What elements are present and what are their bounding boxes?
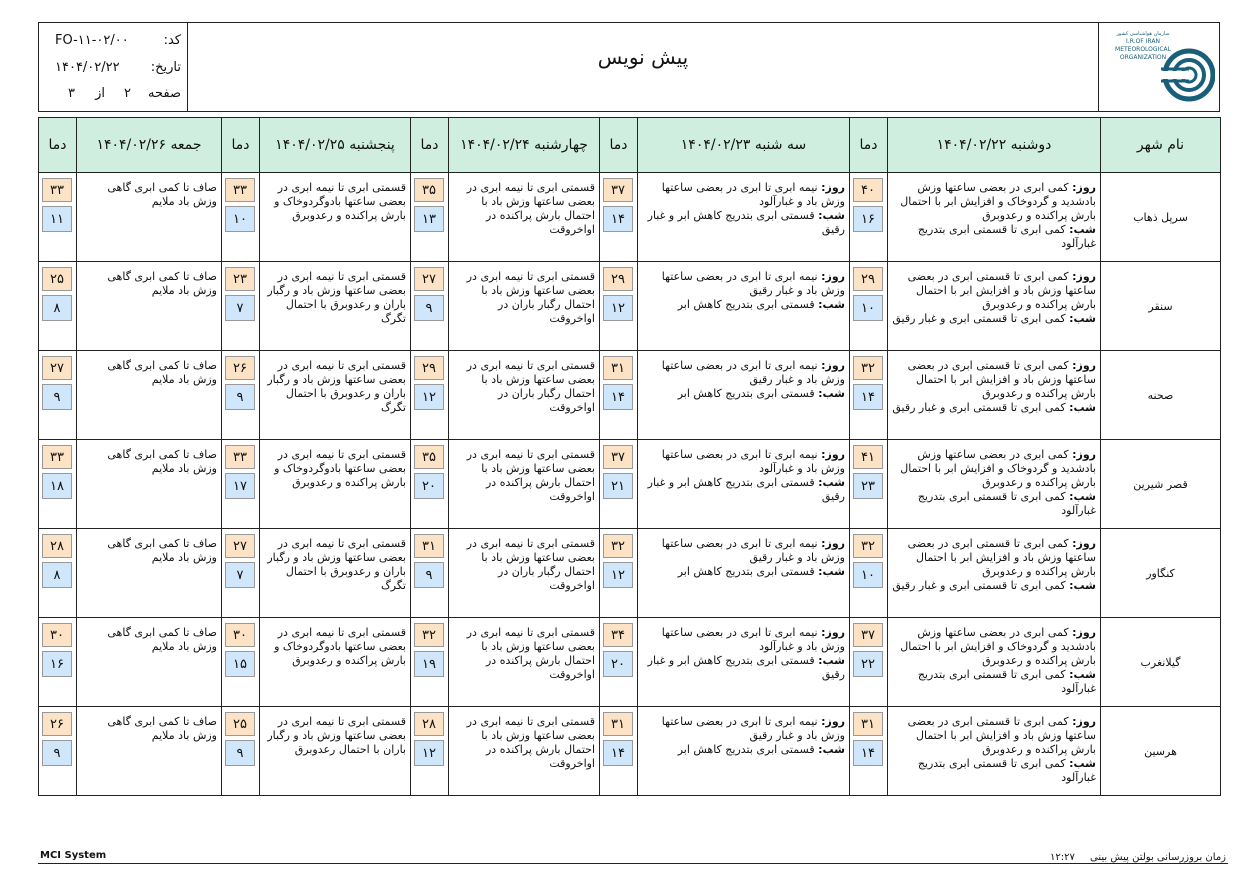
forecast-cell — [888, 173, 1101, 262]
temp-cell — [850, 440, 888, 529]
min-temp: ۱۵ — [225, 651, 255, 677]
footer-update-time: ۱۲:۲۷ — [1050, 852, 1075, 863]
min-temp: ۲۰ — [603, 651, 633, 677]
temp-cell — [39, 351, 77, 440]
forecast-cell — [888, 262, 1101, 351]
night-label: شب: — [1069, 757, 1096, 770]
day-label: روز: — [821, 270, 845, 283]
forecast-text: صاف تا کمی ابری گاهی وزش باد ملایم — [107, 537, 217, 564]
temp-cell — [222, 262, 260, 351]
temp-cell — [850, 173, 888, 262]
forecast-cell — [888, 529, 1101, 618]
forecast-cell — [77, 707, 222, 796]
day-header: دوشنبه ۱۴۰۴/۰۲/۲۲ — [888, 118, 1101, 173]
code-value: FO-۱۱-۰۲/۰۰ — [55, 33, 129, 48]
day-header: جمعه ۱۴۰۴/۰۲/۲۶ — [77, 118, 222, 173]
day-forecast: کمی ابری تا قسمتی ابری در بعضی ساعتها وزش باد و افزایش ابر با احتمال بارش پراکنده و رعدوبرق — [907, 270, 1096, 311]
temp-cell — [222, 707, 260, 796]
night-label: شب: — [1069, 490, 1096, 503]
day-label: روز: — [821, 448, 845, 461]
min-temp: ۱۴ — [603, 206, 633, 232]
max-temp: ۲۸ — [42, 534, 72, 558]
day-label: روز: — [1072, 181, 1096, 194]
max-temp: ۳۱ — [414, 534, 444, 558]
max-temp: ۳۱ — [603, 712, 633, 736]
forecast-cell — [638, 351, 850, 440]
day-forecast: کمی ابری تا قسمتی ابری در بعضی ساعتها وزش باد و افزایش ابر با احتمال بارش پراکنده و رعدوبرق — [907, 715, 1096, 756]
night-label: شب: — [818, 209, 845, 222]
forecast-table — [38, 117, 1221, 796]
night-forecast: کمی ابری تا قسمتی ابری و غبار رقیق — [892, 579, 1066, 592]
city-name: کنگاور — [1101, 529, 1221, 618]
max-temp: ۳۱ — [603, 356, 633, 380]
min-temp: ۱۴ — [603, 740, 633, 766]
min-temp: ۹ — [42, 740, 72, 766]
min-temp: ۱۰ — [225, 206, 255, 232]
temp-cell — [222, 351, 260, 440]
date-label: تاریخ: — [150, 60, 181, 75]
min-temp: ۱۰ — [853, 295, 883, 321]
code-label: کد: — [163, 33, 181, 48]
page-of: از — [95, 86, 105, 101]
max-temp: ۲۹ — [603, 267, 633, 291]
forecast-cell — [260, 262, 411, 351]
day-label: روز: — [1072, 448, 1096, 461]
forecast-cell — [638, 440, 850, 529]
max-temp: ۳۵ — [414, 178, 444, 202]
min-temp: ۱۷ — [225, 473, 255, 499]
temp-cell — [411, 707, 449, 796]
table-row — [39, 351, 1221, 440]
night-forecast: کمی ابری تا قسمتی ابری بتدریج غبارآلود — [917, 490, 1096, 517]
forecast-cell — [77, 173, 222, 262]
min-temp: ۱۶ — [853, 206, 883, 232]
logo-text-fa: سازمان هواشناسی کشور — [1116, 31, 1170, 37]
max-temp: ۲۷ — [42, 356, 72, 380]
day-forecast: نیمه ابری تا ابری در بعضی ساعتها وزش باد و غبار رقیق — [661, 537, 845, 564]
forecast-cell — [77, 262, 222, 351]
temp-cell — [850, 707, 888, 796]
city-header: نام شهر — [1101, 118, 1221, 173]
day-header: پنجشنبه ۱۴۰۴/۰۲/۲۵ — [260, 118, 411, 173]
temp-cell — [850, 351, 888, 440]
day-label: روز: — [821, 181, 845, 194]
night-forecast: قسمتی ابری بتدریج کاهش ابر و غبار رقیق — [647, 476, 845, 503]
min-temp: ۷ — [225, 562, 255, 588]
min-temp: ۲۰ — [414, 473, 444, 499]
temp-cell — [600, 707, 638, 796]
forecast-cell — [638, 262, 850, 351]
max-temp: ۴۰ — [853, 178, 883, 202]
temp-cell — [850, 618, 888, 707]
forecast-cell — [449, 440, 600, 529]
forecast-text: قسمتی ابری تا نیمه ابری در بعضی ساعتها بادوگردوخاک و بارش پراکنده و رعدوبرق — [274, 181, 406, 222]
forecast-text: قسمتی ابری تا نیمه ابری در بعضی ساعتها وزش باد با احتمال بارش پراکنده در اواخروقت — [466, 181, 595, 236]
forecast-cell — [260, 618, 411, 707]
max-temp: ۲۹ — [414, 356, 444, 380]
forecast-cell — [77, 440, 222, 529]
forecast-text: قسمتی ابری تا نیمه ابری در بعضی ساعتها بادوگردوخاک و بارش پراکنده و رعدوبرق — [274, 448, 406, 489]
day-forecast: کمی ابری در بعضی ساعتها وزش بادشدید و گردوخاک و افزایش ابر با احتمال بارش پراکنده و رعدوبرق — [900, 626, 1096, 667]
day-forecast: کمی ابری تا قسمتی ابری در بعضی ساعتها وزش باد و افزایش ابر با احتمال بارش پراکنده و رعدوبرق — [907, 537, 1096, 578]
city-name: هرسین — [1101, 707, 1221, 796]
forecast-text: صاف تا کمی ابری گاهی وزش باد ملایم — [107, 626, 217, 653]
min-temp: ۱۹ — [414, 651, 444, 677]
min-temp: ۲۲ — [853, 651, 883, 677]
min-temp: ۱۲ — [414, 384, 444, 410]
forecast-cell — [260, 173, 411, 262]
min-temp: ۱۲ — [414, 740, 444, 766]
min-temp: ۱۰ — [853, 562, 883, 588]
day-forecast: کمی ابری در بعضی ساعتها وزش بادشدید و گردوخاک و افزایش ابر با احتمال بارش پراکنده و رعدوبرق — [900, 181, 1096, 222]
day-label: روز: — [821, 359, 845, 372]
night-forecast: کمی ابری تا قسمتی ابری و غبار رقیق — [892, 312, 1066, 325]
temp-cell — [600, 173, 638, 262]
city-name: صحنه — [1101, 351, 1221, 440]
forecast-cell — [449, 618, 600, 707]
page-title: پیش نویس — [597, 45, 689, 69]
forecast-cell — [260, 707, 411, 796]
temp-cell — [411, 351, 449, 440]
logo-text-en3: ORGANIZATION — [1119, 54, 1167, 61]
max-temp: ۳۷ — [603, 178, 633, 202]
night-forecast: کمی ابری تا قسمتی ابری بتدریج غبارآلود — [917, 757, 1096, 784]
day-label: روز: — [1072, 270, 1096, 283]
max-temp: ۳۳ — [225, 445, 255, 469]
day-header: چهارشنبه ۱۴۰۴/۰۲/۲۴ — [449, 118, 600, 173]
temp-cell — [39, 618, 77, 707]
max-temp: ۲۹ — [853, 267, 883, 291]
min-temp: ۲۳ — [853, 473, 883, 499]
night-forecast: قسمتی ابری بتدریج کاهش ابر — [677, 565, 815, 578]
temp-cell — [411, 529, 449, 618]
forecast-cell — [888, 440, 1101, 529]
temp-header: دما — [600, 118, 638, 173]
forecast-text: قسمتی ابری تا نیمه ابری در بعضی ساعتها وزش باد و رگبار باران و رعدوبرق با احتمال تگرگ — [267, 270, 406, 325]
day-forecast: نیمه ابری تا ابری در بعضی ساعتها وزش باد و غبار رقیق — [661, 715, 845, 742]
day-label: روز: — [821, 537, 845, 550]
temp-cell — [600, 440, 638, 529]
temp-cell — [850, 262, 888, 351]
min-temp: ۱۲ — [603, 295, 633, 321]
max-temp: ۳۰ — [225, 623, 255, 647]
max-temp: ۲۶ — [225, 356, 255, 380]
temp-cell — [39, 707, 77, 796]
day-label: روز: — [1072, 359, 1096, 372]
table-row — [39, 618, 1221, 707]
day-label: روز: — [1072, 537, 1096, 550]
max-temp: ۳۲ — [414, 623, 444, 647]
forecast-cell — [888, 618, 1101, 707]
min-temp: ۹ — [225, 740, 255, 766]
night-forecast: قسمتی ابری بتدریج کاهش ابر و غبار رقیق — [647, 209, 845, 236]
forecast-text: صاف تا کمی ابری گاهی وزش باد ملایم — [107, 359, 217, 386]
min-temp: ۹ — [225, 384, 255, 410]
logo-text-en1: I.R.OF IRAN — [1126, 38, 1160, 45]
max-temp: ۳۴ — [603, 623, 633, 647]
min-temp: ۹ — [42, 384, 72, 410]
min-temp: ۱۶ — [42, 651, 72, 677]
min-temp: ۹ — [414, 295, 444, 321]
day-forecast: نیمه ابری تا ابری در بعضی ساعتها وزش باد و غبار رقیق — [661, 270, 845, 297]
forecast-text: صاف تا کمی ابری گاهی وزش باد ملایم — [107, 448, 217, 475]
max-temp: ۳۷ — [853, 623, 883, 647]
date-value: ۱۴۰۴/۰۲/۲۲ — [55, 60, 120, 75]
day-label: روز: — [821, 715, 845, 728]
temp-header: دما — [411, 118, 449, 173]
city-name: گیلانغرب — [1101, 618, 1221, 707]
day-forecast: نیمه ابری تا ابری در بعضی ساعتها وزش باد و غبار رقیق — [661, 359, 845, 386]
min-temp: ۸ — [42, 562, 72, 588]
night-label: شب: — [1069, 579, 1096, 592]
forecast-cell — [77, 351, 222, 440]
temp-cell — [39, 529, 77, 618]
day-label: روز: — [1072, 715, 1096, 728]
temp-cell — [600, 618, 638, 707]
max-temp: ۲۳ — [225, 267, 255, 291]
day-forecast: کمی ابری در بعضی ساعتها وزش بادشدید و گردوخاک و افزایش ابر با احتمال بارش پراکنده و رعدوبرق — [900, 448, 1096, 489]
day-forecast: کمی ابری تا قسمتی ابری در بعضی ساعتها وزش باد و افزایش ابر با احتمال بارش پراکنده و رعدوبرق — [907, 359, 1096, 400]
forecast-text: قسمتی ابری تا نیمه ابری در بعضی ساعتها وزش باد با احتمال رگبار باران در اواخروقت — [466, 359, 595, 414]
temp-cell — [600, 262, 638, 351]
forecast-text: قسمتی ابری تا نیمه ابری در بعضی ساعتها وزش باد و رگبار باران و رعدوبرق با احتمال تگرگ — [267, 359, 406, 414]
forecast-cell — [888, 707, 1101, 796]
forecast-cell — [449, 351, 600, 440]
min-temp: ۹ — [414, 562, 444, 588]
forecast-text: قسمتی ابری تا نیمه ابری در بعضی ساعتها وزش باد با احتمال بارش پراکنده در اواخروقت — [466, 448, 595, 503]
min-temp: ۱۸ — [42, 473, 72, 499]
max-temp: ۳۳ — [42, 445, 72, 469]
max-temp: ۳۵ — [414, 445, 444, 469]
forecast-cell — [449, 173, 600, 262]
footer-system: MCI System — [40, 850, 107, 861]
temp-header: دما — [39, 118, 77, 173]
forecast-cell — [260, 440, 411, 529]
document-info — [39, 23, 188, 111]
temp-cell — [39, 173, 77, 262]
max-temp: ۲۷ — [225, 534, 255, 558]
forecast-text: صاف تا کمی ابری گاهی وزش باد ملایم — [107, 715, 217, 742]
night-forecast: قسمتی ابری بتدریج کاهش ابر — [677, 743, 815, 756]
temp-cell — [39, 262, 77, 351]
forecast-text: صاف تا کمی ابری گاهی وزش باد ملایم — [107, 181, 217, 208]
night-label: شب: — [1069, 312, 1096, 325]
forecast-cell — [449, 707, 600, 796]
temp-cell — [600, 351, 638, 440]
temp-cell — [222, 440, 260, 529]
table-row — [39, 529, 1221, 618]
night-label: شب: — [818, 476, 845, 489]
max-temp: ۳۲ — [853, 534, 883, 558]
temp-cell — [850, 529, 888, 618]
table-row — [39, 707, 1221, 796]
night-forecast: قسمتی ابری بتدریج کاهش ابر — [677, 387, 815, 400]
max-temp: ۳۱ — [853, 712, 883, 736]
temp-header: دما — [222, 118, 260, 173]
forecast-text: قسمتی ابری تا نیمه ابری در بعضی ساعتها بادوگردوخاک و بارش پراکنده و رعدوبرق — [274, 626, 406, 667]
min-temp: ۱۴ — [853, 740, 883, 766]
temp-cell — [222, 529, 260, 618]
max-temp: ۲۷ — [414, 267, 444, 291]
temp-cell — [222, 173, 260, 262]
night-label: شب: — [818, 743, 845, 756]
forecast-text: قسمتی ابری تا نیمه ابری در بعضی ساعتها وزش باد با احتمال رگبار باران در اواخروقت — [466, 537, 595, 592]
temp-cell — [411, 440, 449, 529]
city-name: قصر شیرین — [1101, 440, 1221, 529]
max-temp: ۲۶ — [42, 712, 72, 736]
min-temp: ۱۱ — [42, 206, 72, 232]
page-total: ۳ — [68, 86, 75, 101]
night-label: شب: — [1069, 223, 1096, 236]
temp-cell — [411, 262, 449, 351]
night-label: شب: — [1069, 401, 1096, 414]
forecast-cell — [638, 529, 850, 618]
forecast-cell — [449, 529, 600, 618]
max-temp: ۳۲ — [603, 534, 633, 558]
night-label: شب: — [1069, 668, 1096, 681]
footer-divider — [38, 863, 1228, 864]
footer-update-label: زمان بروزرسانی بولتن پیش بینی — [1090, 852, 1226, 863]
night-forecast: قسمتی ابری بتدریج کاهش ابر و غبار رقیق — [647, 654, 845, 681]
min-temp: ۱۴ — [603, 384, 633, 410]
temp-cell — [39, 440, 77, 529]
forecast-cell — [260, 529, 411, 618]
temp-cell — [222, 618, 260, 707]
max-temp: ۳۰ — [42, 623, 72, 647]
forecast-text: قسمتی ابری تا نیمه ابری در بعضی ساعتها وزش باد و رگبار باران با احتمال رعدوبرق — [267, 715, 406, 756]
min-temp: ۱۴ — [853, 384, 883, 410]
footer-update — [1050, 852, 1226, 863]
day-label: روز: — [821, 626, 845, 639]
forecast-text: صاف تا کمی ابری گاهی وزش باد ملایم — [107, 270, 217, 297]
day-forecast: نیمه ابری تا ابری در بعضی ساعتها وزش باد و غبارآلود — [661, 448, 845, 475]
day-label: روز: — [1072, 626, 1096, 639]
forecast-cell — [888, 351, 1101, 440]
forecast-cell — [77, 529, 222, 618]
table-row — [39, 440, 1221, 529]
temp-header: دما — [850, 118, 888, 173]
night-label: شب: — [818, 298, 845, 311]
max-temp: ۲۸ — [414, 712, 444, 736]
night-label: شب: — [818, 387, 845, 400]
night-label: شب: — [818, 654, 845, 667]
temp-cell — [411, 618, 449, 707]
day-header: سه شنبه ۱۴۰۴/۰۲/۲۳ — [638, 118, 850, 173]
table-header-row — [39, 118, 1221, 173]
temp-cell — [600, 529, 638, 618]
min-temp: ۱۲ — [603, 562, 633, 588]
forecast-cell — [449, 262, 600, 351]
city-name: سنقر — [1101, 262, 1221, 351]
document-header — [38, 22, 1220, 112]
forecast-cell — [638, 707, 850, 796]
night-forecast: کمی ابری تا قسمتی ابری بتدریج غبارآلود — [917, 223, 1096, 250]
night-forecast: کمی ابری تا قسمتی ابری و غبار رقیق — [892, 401, 1066, 414]
min-temp: ۱۳ — [414, 206, 444, 232]
max-temp: ۳۳ — [42, 178, 72, 202]
forecast-cell — [260, 351, 411, 440]
max-temp: ۳۷ — [603, 445, 633, 469]
forecast-text: قسمتی ابری تا نیمه ابری در بعضی ساعتها وزش باد با احتمال بارش پراکنده در اواخروقت — [466, 626, 595, 681]
max-temp: ۲۵ — [225, 712, 255, 736]
max-temp: ۲۵ — [42, 267, 72, 291]
page-label: صفحه — [148, 86, 181, 101]
logo — [1098, 23, 1219, 111]
page-current: ۲ — [124, 86, 131, 101]
night-forecast: قسمتی ابری بتدریج کاهش ابر — [677, 298, 815, 311]
min-temp: ۲۱ — [603, 473, 633, 499]
max-temp: ۳۲ — [853, 356, 883, 380]
temp-cell — [411, 173, 449, 262]
day-forecast: نیمه ابری تا ابری در بعضی ساعتها وزش باد و غبارآلود — [661, 181, 845, 208]
meteorological-logo-icon — [1105, 25, 1215, 109]
min-temp: ۷ — [225, 295, 255, 321]
night-forecast: کمی ابری تا قسمتی ابری بتدریج غبارآلود — [917, 668, 1096, 695]
max-temp: ۴۱ — [853, 445, 883, 469]
forecast-text: قسمتی ابری تا نیمه ابری در بعضی ساعتها وزش باد با احتمال بارش پراکنده در اواخروقت — [466, 715, 595, 770]
max-temp: ۳۳ — [225, 178, 255, 202]
forecast-text: قسمتی ابری تا نیمه ابری در بعضی ساعتها وزش باد با احتمال رگبار باران در اواخروقت — [466, 270, 595, 325]
min-temp: ۸ — [42, 295, 72, 321]
logo-text-en2: METEOROLOGICAL — [1115, 46, 1171, 53]
forecast-text: قسمتی ابری تا نیمه ابری در بعضی ساعتها وزش باد و رگبار باران و رعدوبرق با احتمال تگرگ — [267, 537, 406, 592]
day-forecast: نیمه ابری تا ابری در بعضی ساعتها وزش باد و غبارآلود — [661, 626, 845, 653]
forecast-cell — [77, 618, 222, 707]
forecast-cell — [638, 618, 850, 707]
table-row — [39, 173, 1221, 262]
city-name: سرپل ذهاب — [1101, 173, 1221, 262]
night-label: شب: — [818, 565, 845, 578]
table-row — [39, 262, 1221, 351]
forecast-cell — [638, 173, 850, 262]
